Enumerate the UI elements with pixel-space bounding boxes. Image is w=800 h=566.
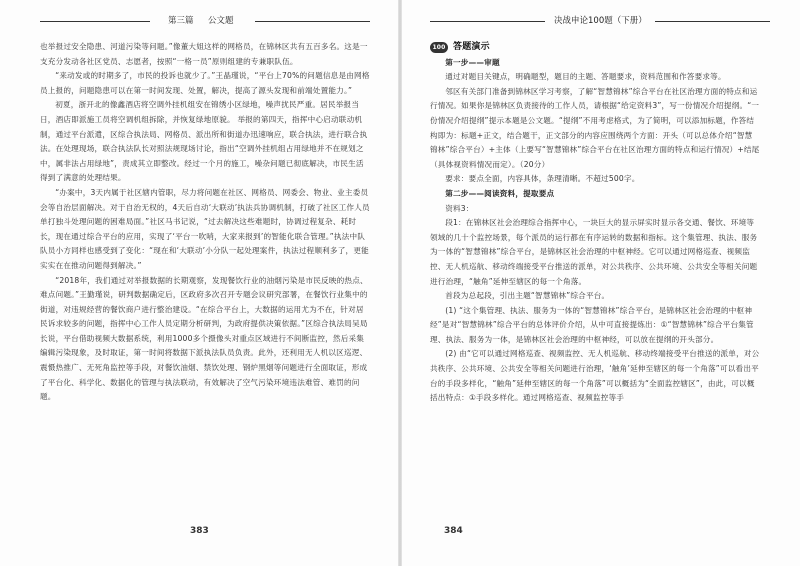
page-number: 383 xyxy=(190,526,209,536)
paragraph: “来动发或的时期多了，市民的投诉也就少了。”王晶瑾说，“平台上70%的问题信息是由网格员上报的，问题隐患可以在第一时间发现、处置，解决，提高了源头发现和前端处置能力。” xyxy=(40,71,370,95)
step-title: 第二步——阅读资料，提取要点 xyxy=(445,188,555,198)
right-body-text xyxy=(430,40,760,406)
paragraph: 初夏，浙开北的像鑫酒店将空调外挂机组安在锦绣小区绿地，噪声扰民严重。居民举报当日，酒店即派施工员将空调机组拆除，并恢复绿地原貌。 举报的第四天，指挥中心启动联动机制，通过平台派遣，区综合执法局、网格员、派出所和街道办迅速响应，联合执法，进行联合执法。在处理现场，联合执法队长对照法规现场讨论，指出“空调外挂机组占用绿地并不在规划之中，属非法占用绿地”，责成其立即整改。经过一个月的施工，噪杂问题已彻底解决，市民生活得到了满意的处理结果。 xyxy=(40,100,368,183)
left-body-text xyxy=(40,40,370,405)
section-heading xyxy=(430,40,760,55)
header-rule xyxy=(40,21,150,22)
right-page xyxy=(402,0,800,566)
section-title: 答题演示 xyxy=(453,42,490,52)
paragraph: 段1：在锦林区社会治理综合指挥中心，一块巨大的显示屏实时显示各交通、餐饮、环境等领域的几十个监控场景，每个派员的运行都在有序运转的数据和指标。这个集管理、执法、服务为一体的“智慧锦林”综合平台，是锦林区社会治理的中枢神经。它可以通过网格巡查、视频监控、无人机巡航、移动终端接受平台推送的派单，对公共秩序、公共环境、公共安全等相关问题进行治理，“触角”延伸至辖区的每一个角落。 xyxy=(430,218,758,286)
header-rule xyxy=(655,21,770,22)
paragraph: “2018年，我们通过对举报数据的长期观察，发现餐饮行业的油烟污染是市民反映的热点、难点问题。”王勤瑾说，研判数据确定后，区政府多次召开专题会议研究部署，在餐饮行业集中的街道，对违规经营的餐饮商户进行整治建设。“在综合平台上，大数据的运用尤为不在，针对居民诉求较多的问题，指挥中心工作人员定期分析研判，为政府提供决策依据。”区综合执法局吴局长说，平台借助视频大数据系统，利用1000多个摄像头对重点区域进行不间断监控，然后采集编辑污染现象，及时取证，第一时间将数据下派执法队员负责。此外，还利用无人机以区巡逻、震慑热推广、无死角监控等手段，对餐饮油烟、禁饮处理、钢炉黑烟等问题进行全面取证，形成了平台化、科学化、数据化的管理与执法联动，有效解决了空气污染环境违法难管、难罚的问题。 xyxy=(40,275,368,402)
header-rule xyxy=(255,21,370,22)
section-badge: 100 xyxy=(430,42,448,53)
material-label: 资料3： xyxy=(445,203,474,213)
header-rule xyxy=(430,21,545,22)
paragraph: 也举报过安全隐患、河道污染等问题。”像董大姐这样的网格员，在锦林区共有五百多名。这是一支充分发动各社区党员、志愿者，按照“一格一员”原则组建的专兼职队伍。 xyxy=(40,42,368,66)
paragraph: (2) 由“它可以通过网格巡查、视频监控、无人机巡航、移动终端接受平台推送的派单，对公共秩序、公共环境、公共安全等相关问题进行治理，‘触角’延伸至辖区的每一个角落”可以看出平台的手段多样化，“触角”延伸至辖区的每一个角落”可以概括为“全面监控辖区”，由此，可以概括出特点：①手段多样化。通过网格巡查、视频监控等手 xyxy=(430,349,760,403)
page-number: 384 xyxy=(444,526,463,536)
left-page xyxy=(0,0,398,566)
paragraph: 要求：要点全面，内容具体，条理清晰。不超过500字。 xyxy=(445,174,640,184)
paragraph: 邻区有关部门准备到锦林区学习考察，了解“智慧锦林”综合平台在社区治理方面的特点和运行情况。如果你是锦林区负责接待的工作人员，请根据“给定资料3”，写一份情况介绍提纲。“一份情况介绍提纲”提示本题是公文题。“提纲”不用考虑格式，为了简明，可以添加标题，作答结构即为：标题+正文，结合题干，正文部分的内容应围绕两个方面：开头（可以总体介绍“智慧锦林”综合平台）+主体（上要写“智慧锦林”综合平台在社区治理方面的特点和运行情况）+结尾（具体视资料情况而定）。（20分） xyxy=(430,86,760,169)
book-title: 决战申论100题（下册） xyxy=(554,16,647,26)
paragraph: 通过对题目关键点，明确题型，题目的主题、答题要求，资料范围和作答要求等。 xyxy=(445,72,726,82)
paragraph: “办案中，3天内属于社区辖内管职，尽力将问题在社区、网格员、网委会、物业、业主委员会等自治层面解决。对于自治无权的，4天后自动‘大联动’执法兵协调机制，打破了社区工作人员单打独斗处理问题的困难局面。”社区马书记说，“过去解决这些难题时，协调过程复杂、耗时长，现在通过综合平台的应用，实现了‘平台一吹哨，大家来报到’的智能化联合管理。”执法中队队员小方同样也感受到了变化：“现在和‘大联动’小分队一起处理案件，执法过程顺利多了，更能实实在在推动问题得到解决。” xyxy=(40,187,370,270)
right-running-header xyxy=(430,14,770,28)
paragraph: 首段为总起段，引出主题“智慧锦林”综合平台。 xyxy=(445,291,610,301)
left-running-header xyxy=(40,14,370,28)
step-title: 第一步——审题 xyxy=(445,57,500,67)
genre-label: 公文题 xyxy=(208,16,234,26)
part-label: 第三篇 xyxy=(168,16,194,26)
paragraph: (1) “这个集管理、执法、服务为一体的“智慧锦林”综合平台，是锦林区社会治理的中枢神经”是对“智慧锦林”综合平台的总体评价介绍，从中可直接提炼出：①“智慧锦林”综合平台集管理、执法、服务为一体，是锦林区社会治理的中枢神经，可以放在提纲的开头部分。 xyxy=(430,305,754,344)
